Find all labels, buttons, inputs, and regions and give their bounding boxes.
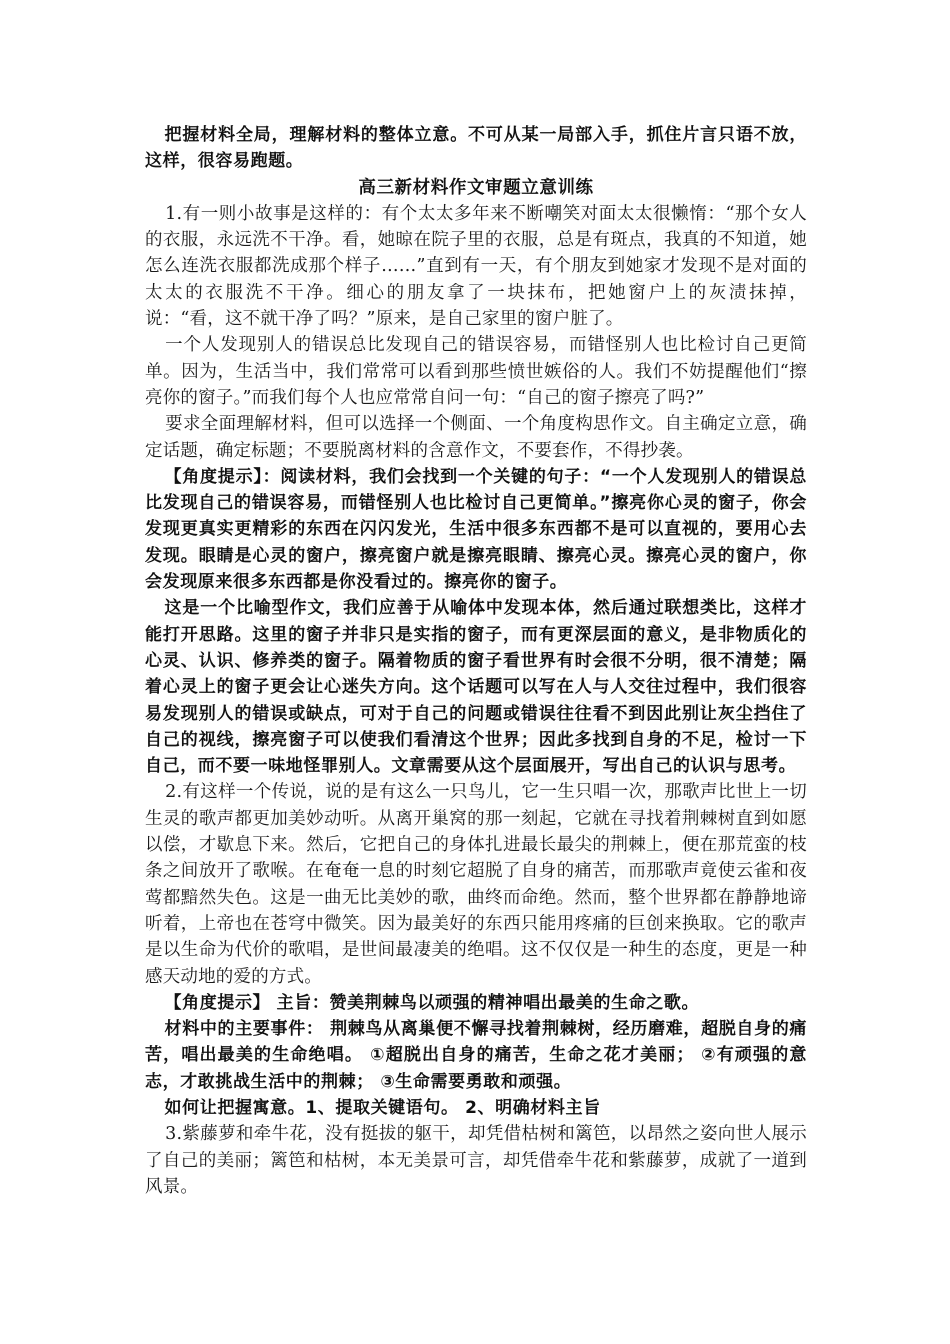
q1-reflection-paragraph: 一个人发现别人的错误总比发现自己的错误容易，而错怪别人也比检讨自己更简单。因为，生活当中，我们常常可以看到那些愤世嫉俗的人。我们不妨提醒他们“擦亮你的窗子。”而我们每个人也应常常自问一句：“自己的窗子擦亮了吗?”: [145, 335, 807, 408]
q1-requirement-paragraph: 要求全面理解材料，但可以选择一个侧面、一个角度构思作文。自主确定立意，确定话题，确定标题；不要脱离材料的含意作文，不要套作，不得抄袭。: [145, 414, 807, 461]
q1-story-paragraph: 1.有一则小故事是这样的：有个太太多年来不断嘲笑对面太太很懒惰：“那个女人的衣服，永远洗不干净。看，她晾在院子里的衣服，总是有斑点，我真的不知道，她怎么连洗衣服都洗成那个样子……”直到有一天，有个朋友到她家才发现不是对面的太太的衣服洗不干净。细心的朋友拿了一块抹布，把她窗户上的灰渍抹掉，说：“看，这不就干净了吗？”原来，是自己家里的窗户脏了。: [145, 203, 807, 330]
q1-analysis-paragraph: 这是一个比喻型作文，我们应善于从喻体中发现本体，然后通过联想类比，这样才能打开思路。这里的窗子并非只是实指的窗子，而有更深层面的意义，是非物质化的心灵、认识、修养类的窗子。隔着物质的窗子看世界有时会很不分明，很不清楚；隔着心灵上的窗子更会让心迷失方向。这个话题可以写在人与人交往过程中，我们很容易发现别人的错误或缺点，可对于自己的问题或错误往往看不到因此别让灰尘挡住了自己的视线，擦亮窗子可以使我们看清这个世界；因此多找到自身的不足，检讨一下自己，而不要一味地怪罪别人。文章需要从这个层面展开，写出自己的认识与思考。: [145, 598, 807, 777]
q2-story-paragraph: 2.有这样一个传说，说的是有这么一只鸟儿，它一生只唱一次，那歌声比世上一切生灵的歌声都更加美妙动听。从离开巢窝的那一刻起，它就在寻找着荆棘树直到如愿以偿，才歇息下来。然后，它把自己的身体扎进最长最尖的荆棘上，便在那荒蛮的枝条之间放开了歌喉。在奄奄一息的时刻它超脱了自身的痛苦，而那歌声竟使云雀和夜莺都黯然失色。这是一曲无比美妙的歌，曲终而命绝。然而，整个世界都在静静地谛听着，上帝也在苍穹中微笑。因为最美好的东西只能用疼痛的巨创来换取。它的歌声是以生命为代价的歌唱，是世间最凄美的绝唱。这不仅仅是一种生的态度，更是一种感天动地的爱的方式。: [145, 782, 807, 987]
q3-story-paragraph: 3.紫藤萝和牵牛花，没有挺拔的躯干，却凭借枯树和篱笆，以昂然之姿向世人展示了自己的美丽；篱笆和枯树，本无美景可言，却凭借牵牛花和紫藤萝，成就了一道到风景。: [145, 1124, 807, 1197]
q1-hint-paragraph: 【角度提示】：阅读材料，我们会找到一个关键的句子：“一个人发现别人的错误总比发现自己的错误容易，而错怪别人也比检讨自己更简单。”擦亮你心灵的窗子，你会发现更真实更精彩的东西在闪闪发光，生活中很多东西都不是可以直视的，要用心去发现。眼睛是心灵的窗户，擦亮窗户就是擦亮眼睛、擦亮心灵。擦亮心灵的窗户，你会发现原来很多东西都是你没看过的。擦亮你的窗子。: [145, 466, 807, 593]
q2-events-paragraph: 材料中的主要事件： 荆棘鸟从离巢便不懈寻找着荆棘树，经历磨难，超脱自身的痛苦，唱出最美的生命绝唱。 ①超脱出自身的痛苦，生命之花才美丽； ②有顽强的意志，才敢挑战生活中的荆棘； ③生命需要勇敢和顽强。: [145, 1019, 807, 1092]
document-page: [145, 122, 807, 1200]
intro-paragraph: 把握材料全局，理解材料的整体立意。不可从某一局部入手，抓住片言只语不放，这样，很容易跑题。: [145, 125, 807, 172]
document-title: 高三新材料作文审题立意训练: [358, 177, 594, 198]
q2-hint-paragraph: 【角度提示】 主旨：赞美荆棘鸟以顽强的精神唱出最美的生命之歌。: [164, 992, 700, 1013]
q2-method-paragraph: 如何让把握寓意。1、提取关键语句。 2、明确材料主旨: [164, 1097, 601, 1118]
